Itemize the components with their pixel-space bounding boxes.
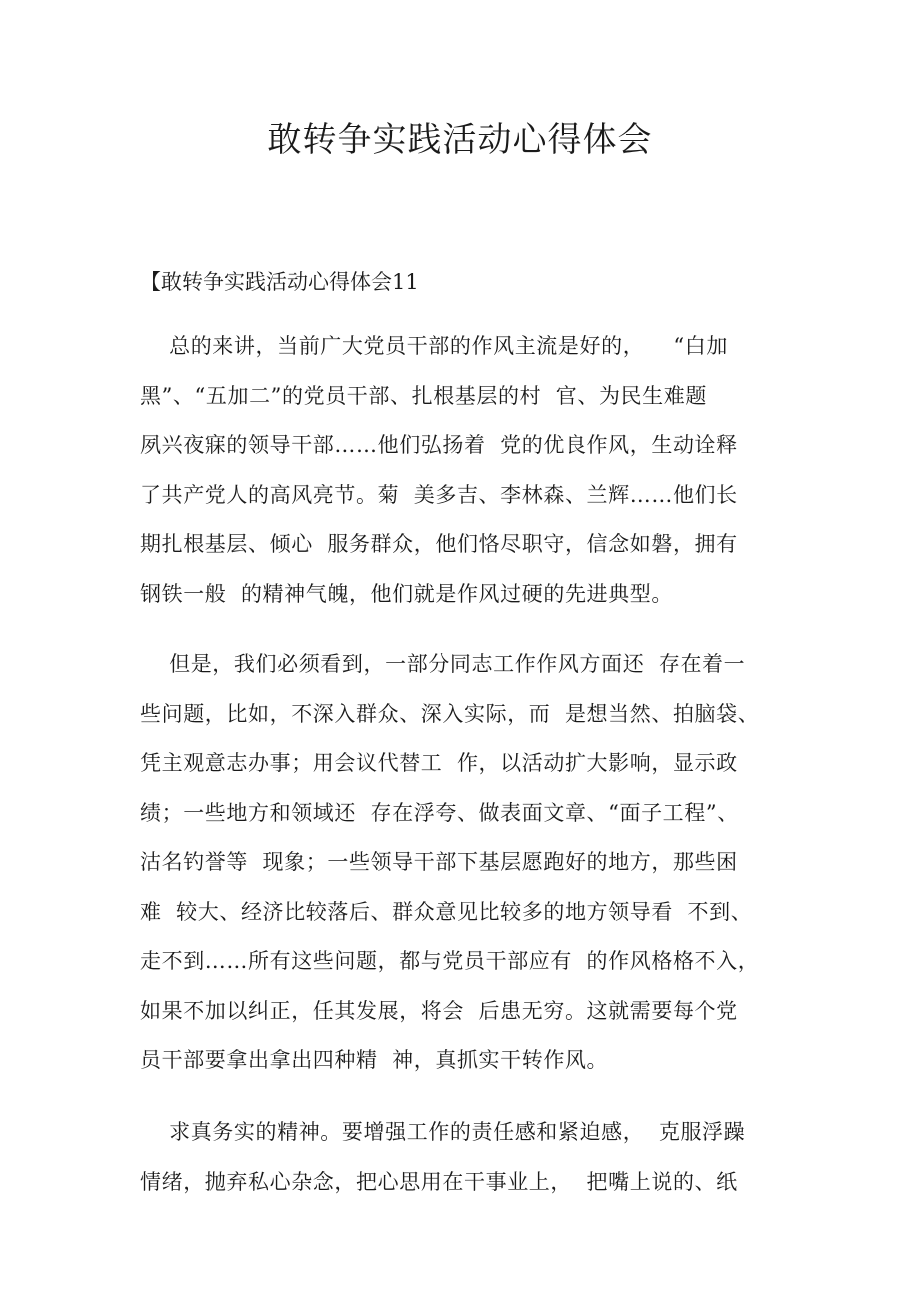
paragraph-line: 钢铁一般 的精神气魄，他们就是作风过硬的先进典型。 <box>140 581 673 606</box>
paragraph-line: 沽名钓誉等 现象；一些领导干部下基层愿跑好的地方，那些困 <box>140 850 738 874</box>
paragraph-line: 如果不加以纠正，任其发展，将会 后患无穷。这就需要每个党 <box>140 998 738 1023</box>
paragraph-line: 绩；一些地方和领域还 存在浮夸、做表面文章、“面子工程”、 <box>140 800 739 825</box>
paragraph-line: 走不到……所有这些问题，都与党员干部应有 的作风格格不入， <box>140 949 760 973</box>
paragraph-line: 求真务实的精神。要增强工作的责任感和紧迫感， 克服浮躁 <box>140 1120 746 1144</box>
paragraph-1 <box>140 322 790 619</box>
document-title: 敢转争实践活动心得体会 <box>267 120 653 160</box>
paragraph-line: 总的来讲，当前广大党员干部的作风主流是好的， “白加 <box>140 334 728 358</box>
paragraph-line: 期扎根基层、倾心 服务群众，他们恪尽职守，信念如磐，拥有 <box>140 532 738 556</box>
paragraph-line: 但是，我们必须看到，一部分同志工作作风方面还 存在着一 <box>140 652 746 676</box>
paragraph-3 <box>140 1108 790 1207</box>
paragraph-line: 了共产党人的高风亮节。菊 美多吉、李林森、兰辉……他们长 <box>140 482 738 507</box>
paragraph-line: 些问题，比如，不深入群众、深入实际，而 是想当然、拍脑袋、 <box>140 701 760 726</box>
paragraph-line: 情绪，抛弃私心杂念，把心思用在干事业上， 把嘴上说的、纸 <box>140 1169 738 1194</box>
paragraph-line: 夙兴夜寐的领导干部……他们弘扬着 党的优良作风，生动诠释 <box>140 433 738 457</box>
paragraph-line: 难 较大、经济比较落后、群众意见比较多的地方领导看 不到、 <box>140 899 753 924</box>
paragraph-line: 员干部要拿出拿出四种精 神，真抓实干转作风。 <box>140 1048 609 1072</box>
paragraph-line: 黑”、“五加二”的党员干部、扎根基层的村 官、为民生难题 <box>140 383 707 408</box>
paragraph-2 <box>140 640 790 1086</box>
document-subheading: 【敢转争实践活动心得体会11 <box>140 270 419 294</box>
paragraph-line: 凭主观意志办事；用会议代替工 作，以活动扩大影响，显示政 <box>140 751 738 775</box>
